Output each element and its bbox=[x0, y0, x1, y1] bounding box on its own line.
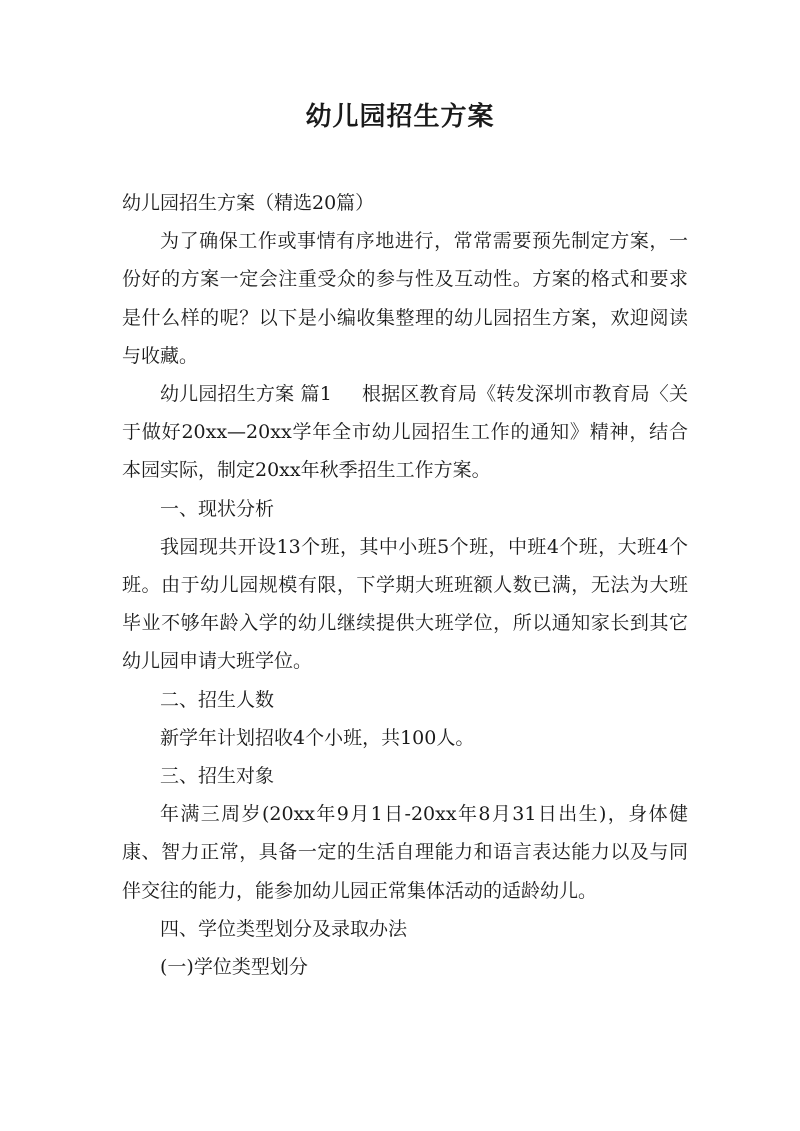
document-title: 幼儿园招生方案 bbox=[305, 102, 495, 132]
document-subtitle: 幼儿园招生方案（精选20篇） bbox=[122, 192, 375, 214]
section-heading: 二、招生人数 bbox=[160, 688, 275, 711]
part-label: 幼儿园招生方案 篇1 bbox=[160, 383, 332, 406]
part-intro: 根据区教育局《转发深圳市教育局〈关于做好20xx—20xx学年全市幼儿园招生工作的通知》精神，结合本园实际，制定20xx年秋季招生工作方案。 bbox=[122, 383, 688, 482]
section-text: 新学年计划招收4个小班，共100人。 bbox=[160, 726, 475, 749]
section-heading: 一、现状分析 bbox=[160, 497, 275, 520]
section-heading: 四、学位类型划分及录取办法 bbox=[160, 917, 408, 940]
document-body bbox=[122, 184, 688, 986]
intro-paragraph: 为了确保工作或事情有序地进行，常常需要预先制定方案，一份好的方案一定会注重受众的参与性及互动性。方案的格式和要求是什么样的呢？以下是小编收集整理的幼儿园招生方案，欢迎阅读与收藏。 bbox=[122, 230, 688, 367]
sub-heading: (一)学位类型划分 bbox=[160, 956, 308, 979]
section-heading: 三、招生对象 bbox=[160, 765, 275, 788]
section-text: 我园现共开设13个班，其中小班5个班，中班4个班，大班4个班。由于幼儿园规模有限，下学期大班班额人数已满，无法为大班毕业不够年龄入学的幼儿继续提供大班学位，所以通知家长到其它幼儿园申请大班学位。 bbox=[122, 535, 688, 673]
part-paragraph bbox=[122, 375, 688, 490]
section-text: 年满三周岁(20xx年9月1日-20xx年8月31日出生)，身体健康、智力正常，具备一定的生活自理能力和语言表达能力以及与同伴交往的能力，能参加幼儿园正常集体活动的适龄幼儿。 bbox=[122, 803, 688, 902]
